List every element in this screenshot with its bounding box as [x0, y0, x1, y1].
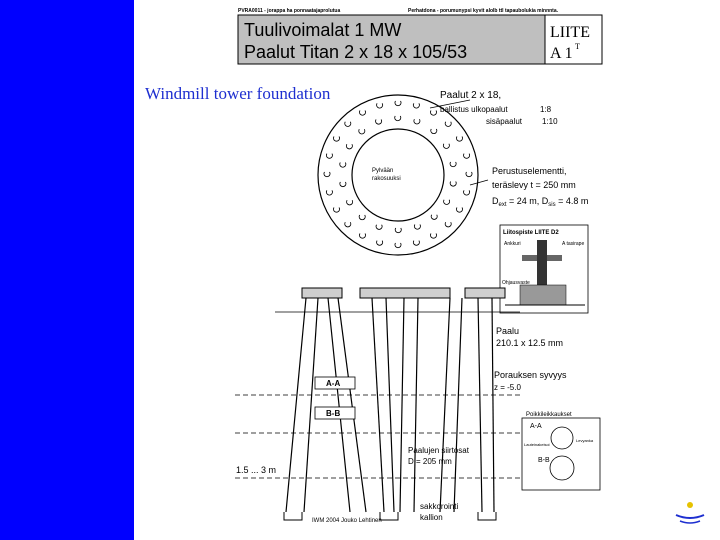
- project-left-text: PVRA0011 - jorappa ha ponnaatajaprolutua: [238, 8, 341, 14]
- slab-center: [360, 288, 450, 298]
- liite-label: LIITE: [550, 24, 590, 41]
- pile-marker: [359, 215, 365, 220]
- pile-marker: [377, 241, 383, 246]
- perustus-line1: Perustuselementti,: [492, 166, 567, 176]
- plan-view-ring: [318, 95, 478, 255]
- pile-line: [286, 298, 306, 512]
- pile-marker: [347, 200, 353, 205]
- paalut-title: Paalut 2 x 18,: [440, 90, 502, 101]
- detail-drawing: [500, 225, 588, 313]
- pile-line: [478, 298, 482, 512]
- ulko-ratio: 1:8: [540, 105, 552, 114]
- pile-marker: [377, 103, 383, 108]
- pile-marker: [324, 172, 330, 177]
- paalu-label: Paalu: [496, 326, 520, 336]
- pile-marker: [334, 208, 340, 213]
- sakko-label-2: kallion: [420, 513, 443, 522]
- perustus-line2: teräslevy t = 250 mm: [492, 180, 576, 190]
- project-right-text: Perhatdona - porumunypsi kyvit alolb ttl tapaubolukia minnnta.: [408, 8, 559, 14]
- paalu-dimension: 210.1 x 12.5 mm: [496, 338, 564, 348]
- depth-label: 1.5 ... 3 m: [236, 465, 277, 475]
- liite-superscript: T: [575, 42, 580, 51]
- title-line2: Paalut Titan 2 x 18 x 105/53: [244, 42, 468, 62]
- logo-wave: [676, 515, 704, 518]
- pile-marker: [456, 137, 462, 142]
- pile-marker: [340, 182, 346, 187]
- pile-line: [454, 298, 462, 512]
- pile-marker: [326, 154, 332, 159]
- ring-inner-circle: [352, 129, 444, 221]
- pile-marker: [334, 137, 340, 142]
- pile-marker: [445, 222, 451, 227]
- pile-marker: [444, 200, 450, 205]
- pile-marker: [345, 222, 351, 227]
- poikki-label-1: Lauteinakeisoi: [524, 442, 550, 447]
- pile-marker: [431, 215, 437, 220]
- pile-marker: [445, 122, 451, 127]
- pile-marker: [431, 129, 437, 134]
- logo-mark: [676, 502, 704, 523]
- pile-line: [400, 298, 404, 512]
- detail-left-label: Ankkuri: [504, 241, 521, 247]
- pile-marker: [450, 162, 456, 167]
- pile-marker: [395, 116, 401, 121]
- logo-wave: [680, 521, 700, 523]
- pile-marker: [345, 122, 351, 127]
- pile-marker: [466, 172, 472, 177]
- ring-outer-circle: [318, 95, 478, 255]
- poikki-aa: A-A: [530, 423, 542, 430]
- foundation-slab: [275, 288, 520, 312]
- detail-title: Liitospiste LIITE D2: [503, 230, 559, 236]
- slab-left: [302, 288, 342, 298]
- pile-marker: [326, 190, 332, 195]
- socket-shape: [380, 512, 398, 520]
- pile-marker: [430, 111, 436, 116]
- pile-line: [386, 298, 394, 512]
- liite-code: A 1: [550, 45, 573, 62]
- pile-marker: [340, 163, 346, 168]
- juuri-label: Paalujen siirtosat: [408, 446, 469, 455]
- pile-line: [492, 298, 494, 512]
- piles-elevation: [286, 298, 494, 512]
- pituus-label: Porauksen syvyys: [494, 370, 567, 380]
- pile-marker: [395, 101, 401, 106]
- pile-marker: [413, 103, 419, 108]
- socket-shape: [284, 512, 302, 520]
- pile-marker: [464, 190, 470, 195]
- pile-marker: [376, 225, 382, 230]
- pile-marker: [450, 181, 456, 186]
- pile-marker: [395, 228, 401, 233]
- footer-credit: IWM 2004 Jouko Lehtinen: [312, 518, 382, 524]
- pile-marker: [443, 144, 449, 149]
- pile-line: [328, 298, 350, 512]
- pile-marker: [414, 225, 420, 230]
- bb-marker: B-B: [326, 409, 341, 418]
- pile-marker: [376, 119, 382, 124]
- slab-right: [465, 288, 505, 298]
- detail-right-label: A tasirape: [562, 241, 585, 247]
- pile-marker: [360, 233, 366, 238]
- pile-marker: [464, 154, 470, 159]
- pylvas-label-2: rakosuuksi: [372, 176, 401, 182]
- sisapaalut-label: sisäpaalut: [486, 117, 523, 126]
- poikki-bb: B-B: [538, 457, 550, 464]
- pile-marker: [413, 241, 419, 246]
- pile-marker: [430, 233, 436, 238]
- pile-marker: [395, 243, 401, 248]
- pile-marker: [456, 208, 462, 213]
- detail-mid-label: Ohjausvaste: [502, 280, 530, 286]
- leader-line: [470, 180, 488, 185]
- pylvas-label: Pylvään: [372, 168, 394, 174]
- slide-caption: Windmill tower foundation: [145, 84, 331, 103]
- pile-marker: [346, 144, 352, 149]
- pile-line: [304, 298, 318, 512]
- juuri-dimension: D = 205 mm: [408, 457, 452, 466]
- pile-line: [414, 298, 418, 512]
- poikki-title: Poikkileikkaukset: [526, 412, 572, 418]
- logo-sun: [687, 502, 693, 508]
- title-line1: Tuulivoimalat 1 MW: [244, 20, 402, 40]
- pile-line: [372, 298, 384, 512]
- socket-shape: [478, 512, 496, 520]
- pile-marker: [359, 129, 365, 134]
- detail-base: [520, 285, 566, 305]
- poikki-label-2: Levyanka: [576, 438, 594, 443]
- sakko-label: sakkorointi: [420, 502, 459, 511]
- aa-marker: A-A: [326, 379, 341, 388]
- ulkopaalut-label: ballistus ulkopaalut: [440, 105, 508, 114]
- pile-marker: [360, 111, 366, 116]
- pile-marker: [414, 119, 420, 124]
- pile-line: [440, 298, 450, 512]
- perustus-line3: $D_{ext} = 24$ m, $D_{sis} = 4.8$ m: [492, 196, 589, 208]
- pituus-value: z = -5.0: [494, 383, 521, 392]
- pile-line: [338, 298, 366, 512]
- sisa-ratio: 1:10: [542, 117, 558, 126]
